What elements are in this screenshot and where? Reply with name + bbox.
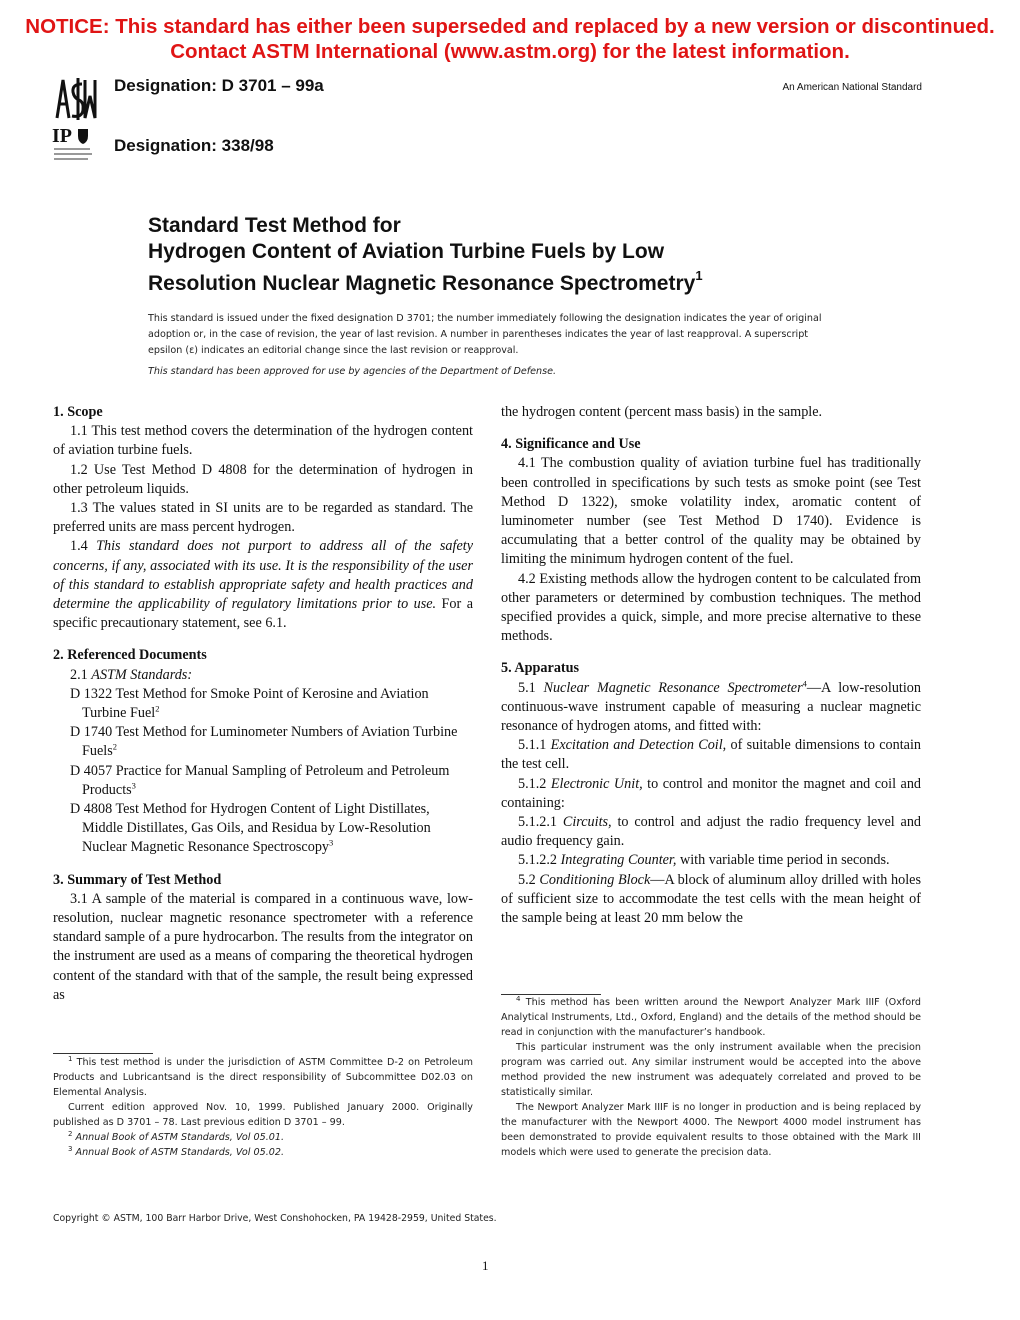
ref-d4808 <box>53 800 473 858</box>
footnote-4-mark: 4 <box>516 994 521 1003</box>
apparatus-5-1-2-2 <box>501 851 921 870</box>
left-column <box>53 403 473 1005</box>
notice-line-1: NOTICE: This standard has either been superseded and replaced by a new version or discontinued. <box>25 15 995 38</box>
footnote-1 <box>53 1055 473 1100</box>
footnote-4c: The Newport Analyzer Mark IIIF is no longer in production and is being replaced by the manufacturer with the Newport 4000. The Newport 4000 model instrument has been demonstrated to provide equivalent results to those obtained with the Mark III models which were used to generate the precision data. <box>501 1102 921 1158</box>
notice-line-2: Contact ASTM International (www.astm.org) for the latest information. <box>170 40 850 63</box>
scope-1-2: 1.2 Use Test Method D 4808 for the determination of hydrogen in other petroleum liquids. <box>53 461 473 497</box>
apparatus-5-1-2-2-italic: Integrating Counter, <box>560 852 677 869</box>
apparatus-5-2-rest: —A block of aluminum alloy drilled with holes of sufficient size to accommodate the test cells with the mean height of the sample being at least 20 mm below the <box>501 871 922 927</box>
right-column <box>501 403 921 928</box>
apparatus-5-1-2 <box>501 775 921 813</box>
designation-astm: Designation: D 3701 – 99a <box>114 76 324 95</box>
apparatus-5-1 <box>501 679 921 737</box>
footnote-2 <box>53 1130 473 1145</box>
footnote-2-mark: 2 <box>68 1129 73 1138</box>
ip-logo-icon <box>52 124 98 164</box>
ref-d4057-mark: 3 <box>131 780 136 791</box>
scope-1-4-rest: For a specific precautionary statement, see 6.1. <box>53 596 473 632</box>
apparatus-5-1-2-rest: to control and monitor the magnet and coil and containing: <box>501 775 922 811</box>
scope-1-4-italic: This standard does not purport to address all of the safety concerns, if any, associated with its use. It is the responsibility of the user of this standard to establish appropriate safety and health practices and determine the applicability of regulatory limitations prior to use. <box>53 538 473 613</box>
apparatus-5-1-2-1-italic: Circuits, <box>562 814 612 831</box>
footnote-4a <box>501 995 921 1040</box>
ref-d4057-text: D 4057 Practice for Manual Sampling of Petroleum and Petroleum Products <box>70 762 450 798</box>
apparatus-5-2-italic: Conditioning Block <box>539 871 651 888</box>
significance-4-1: 4.1 The combustion quality of aviation turbine fuel has traditionally been controlled in specifications by such tests as smoke point (see Test Method D 1322), smoke volatility index, aromatic content of luminometer number (see Test Method D 1740). Evidence is accumulating that a better control of the quality may be obtained by limiting the minimum hydrogen content of the fuel. <box>501 455 921 568</box>
refdocs-2-1-label: 2.1 <box>70 666 88 683</box>
significance-4-2: 4.2 Existing methods allow the hydrogen content to be calculated from other parameters or determined by combustion techniques. The method specified provides a quick, simple, and more precise alternative to these methods. <box>501 570 921 645</box>
ip-logo <box>52 124 98 164</box>
apparatus-5-1-2-1-label: 5.1.2.1 <box>518 814 558 831</box>
footnote-1-mark: 1 <box>68 1054 73 1063</box>
refdocs-2-1 <box>53 666 473 685</box>
ref-d1322-mark: 2 <box>155 703 160 714</box>
designation-ip: Designation: 338/98 <box>114 136 274 155</box>
title-line-3: Resolution Nuclear Magnetic Resonance Spectrometry <box>148 272 696 295</box>
ref-d4808-mark: 3 <box>329 837 334 848</box>
ref-d1322 <box>53 685 473 723</box>
ref-d4808-text: D 4808 Test Method for Hydrogen Content of Light Distillates, Middle Distillates, Gas Oils, and Residua by Low-Resolution Nuclear Magnetic Resonance Spectroscopy <box>70 801 431 856</box>
apparatus-5-1-1-italic: Excitation and Detection Coil, <box>550 737 727 754</box>
title-line-1: Standard Test Method for <box>148 214 401 237</box>
page-number: 1 <box>482 1258 489 1273</box>
scope-heading: 1. Scope <box>53 404 103 420</box>
intro-block <box>148 311 838 380</box>
apparatus-heading: 5. Apparatus <box>501 660 580 677</box>
footnote-3-mark: 3 <box>68 1144 73 1153</box>
apparatus-5-1-1-label: 5.1.1 <box>518 737 547 754</box>
title-footnote-mark: 1 <box>695 268 703 283</box>
summary-continuation: the hydrogen content (percent mass basis) in the sample. <box>501 404 823 420</box>
astm-logo-icon <box>52 74 104 122</box>
apparatus-5-1-2-1 <box>501 813 921 851</box>
summary-3-1: 3.1 A sample of the material is compared in a continuous wave, low-resolution, nuclear magnetic resonance spectrometer with a reference standard sample of a pure hydrocarbon. The results from the integrator on the instrument are used as a means of comparing the theoretical hydrogen content of the standard with that of the sample, the result being expressed as <box>53 890 473 1003</box>
apparatus-5-1-1 <box>501 736 921 774</box>
refdocs-2-1-title: ASTM Standards: <box>91 666 193 683</box>
apparatus-5-1-2-1-rest: to control and adjust the radio frequency level and audio frequency gain. <box>501 814 922 850</box>
apparatus-5-1-2-2-rest: with variable time period in seconds. <box>679 852 890 869</box>
significance-heading: 4. Significance and Use <box>501 436 641 453</box>
footnote-3 <box>53 1145 473 1160</box>
summary-heading: 3. Summary of Test Method <box>53 871 222 888</box>
refdocs-heading: 2. Referenced Documents <box>53 647 207 664</box>
footnote-1b: Current edition approved Nov. 10, 1999. Published January 2000. Originally published as D 3701 – 78. Last previous edition D 3701 – 99. <box>53 1102 473 1128</box>
ref-d1322-text: D 1322 Test Method for Smoke Point of Kerosine and Aviation Turbine Fuel <box>70 685 429 722</box>
intro-approved: This standard has been approved for use by agencies of the Department of Defense. <box>148 366 557 377</box>
document-title <box>148 213 868 297</box>
notice-banner <box>0 14 1020 64</box>
footnotes-left <box>53 1055 473 1160</box>
apparatus-5-1-2-italic: Electronic Unit, <box>550 775 643 792</box>
footnote-2-text: Annual Book of ASTM Standards, Vol 05.01. <box>75 1132 285 1143</box>
copyright: Copyright © ASTM, 100 Barr Harbor Drive, West Conshohocken, PA 19428-2959, United States. <box>53 1213 497 1224</box>
scope-1-4 <box>53 537 473 633</box>
scope-1-3: 1.3 The values stated in SI units are to be regarded as standard. The preferred units are mass percent hydrogen. <box>53 500 473 536</box>
apparatus-5-2 <box>501 871 921 929</box>
apparatus-5-1-2-2-label: 5.1.2.2 <box>518 852 558 869</box>
apparatus-5-2-label: 5.2 <box>518 871 536 888</box>
ref-d1740-mark: 2 <box>112 741 117 752</box>
ip-logo-text: IP <box>52 125 72 147</box>
footnote-1-text: This test method is under the jurisdiction of ASTM Committee D-2 on Petroleum Products and Lubricantsand is the direct responsibility of Subcommittee D02.03 on Elemental Analysis. <box>53 1057 473 1098</box>
footnote-4b: This particular instrument was the only instrument available when the precision program was carried out. Any similar instrument would be accepted into the above method provided the new instrument was adequately correlated and proved to be statistically similar. <box>501 1042 921 1098</box>
apparatus-5-1-italic: Nuclear Magnetic Resonance Spectrometer <box>543 679 803 696</box>
scope-1-4-label: 1.4 <box>70 538 88 555</box>
ref-d1740 <box>53 723 473 761</box>
ref-d1740-text: D 1740 Test Method for Luminometer Numbers of Aviation Turbine Fuels <box>70 724 458 760</box>
apparatus-5-1-rest: —A low-resolution continuous-wave instrument capable of measuring a nuclear magnetic resonance of hydrogen atoms, and fitted with: <box>501 679 921 735</box>
footnote-3-text: Annual Book of ASTM Standards, Vol 05.02. <box>75 1147 285 1158</box>
scope-1-1: 1.1 This test method covers the determination of the hydrogen content of aviation turbine fuels. <box>53 423 473 459</box>
apparatus-5-1-mark: 4 <box>802 677 807 688</box>
apparatus-5-1-label: 5.1 <box>518 679 536 696</box>
apparatus-5-1-1-rest: of suitable dimensions to contain the test cell. <box>501 737 922 773</box>
ref-d4057 <box>53 762 473 800</box>
footnotes-right <box>501 995 921 1160</box>
title-line-2: Hydrogen Content of Aviation Turbine Fuels by Low <box>148 240 665 263</box>
apparatus-5-1-2-label: 5.1.2 <box>518 775 547 792</box>
footnote-4a-text: This method has been written around the Newport Analyzer Mark IIIF (Oxford Analytical Instruments, Ltd., Oxford, England) and the details of the method should be read in conjunction with the manufacturer’s handbook. <box>501 997 921 1038</box>
american-national-standard: An American National Standard <box>782 82 922 93</box>
intro-issued: This standard is issued under the fixed designation D 3701; the number immediately following the designation indicates the year of original adoption or, in the case of revision, the year of last revision. A number in parentheses indicates the year of last reapproval. A superscript epsilon (ε) indicates an editorial change since the last revision or reapproval. <box>148 313 822 356</box>
